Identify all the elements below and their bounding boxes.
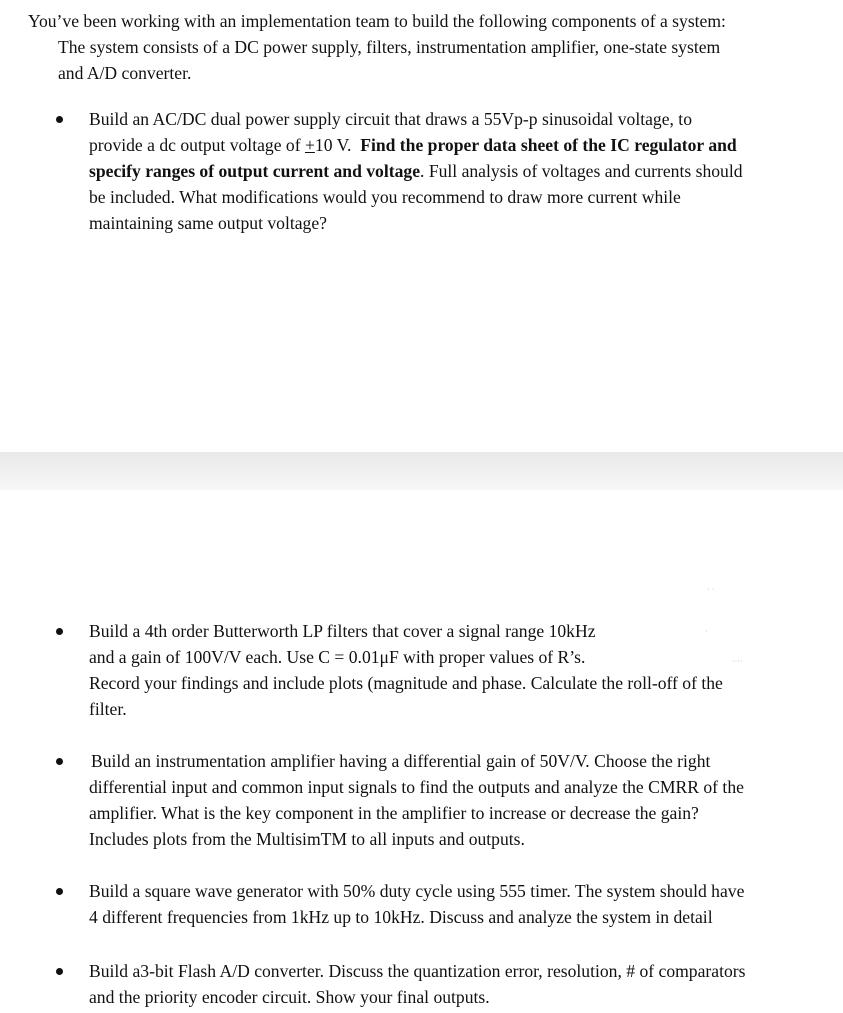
task-text — [89, 618, 831, 722]
task-text — [89, 878, 831, 930]
scan-speck: · · — [707, 585, 715, 594]
task-line: maintaining same output voltage? — [89, 213, 327, 233]
task-line: provide a dc output voltage of +10 V. Find the proper data sheet of the IC regulator and — [89, 135, 737, 155]
task-line: and the priority encoder circuit. Show your final outputs. — [89, 987, 490, 1007]
intro-line-3: and A/D converter. — [58, 63, 192, 83]
task-line: Record your findings and include plots (magnitude and phase. Calculate the roll-off of the — [89, 673, 723, 693]
task-line: differential input and common input signals to find the outputs and analyze the CMRR of the — [89, 777, 744, 797]
bullet-dot-icon — [56, 758, 63, 765]
task-line: Build a square wave generator with 50% duty cycle using 555 timer. The system should have — [89, 881, 745, 901]
task-line: Build an instrumentation amplifier having a differential gain of 50V/V. Choose the right — [91, 751, 711, 771]
task-line: Includes plots from the MultisimTM to all inputs and outputs. — [89, 829, 525, 849]
intro-paragraph — [28, 8, 828, 86]
task-text — [89, 958, 831, 1010]
task-text — [91, 748, 833, 852]
task-text — [89, 106, 831, 236]
task-line: Build a 4th order Butterworth LP filters that cover a signal range 10kHz — [89, 621, 596, 641]
task-line: and a gain of 100V/V each. Use C = 0.01μF with proper values of R’s. — [89, 647, 586, 667]
task-line: amplifier. What is the key component in the amplifier to increase or decrease the gain? — [89, 803, 699, 823]
page-separator-band — [0, 452, 843, 490]
task-line: Build an AC/DC dual power supply circuit that draws a 55Vp-p sinusoidal voltage, to — [89, 109, 692, 129]
task-line: be included. What modifications would you recommend to draw more current while — [89, 187, 681, 207]
scan-speck: · — [705, 627, 708, 636]
bullet-dot-icon — [56, 116, 63, 123]
scan-speck: ···· — [732, 657, 743, 666]
task-line: 4 different frequencies from 1kHz up to 10kHz. Discuss and analyze the system in detail — [89, 907, 713, 927]
bullet-dot-icon — [56, 888, 63, 895]
task-line: Build a3-bit Flash A/D converter. Discuss the quantization error, resolution, # of comparators — [89, 961, 746, 981]
task-line: specify ranges of output current and voltage. Full analysis of voltages and currents should — [89, 161, 743, 181]
intro-line-2: The system consists of a DC power supply, filters, instrumentation amplifier, one-state system — [58, 37, 721, 57]
task-line: filter. — [89, 699, 127, 719]
bullet-dot-icon — [56, 968, 63, 975]
bullet-dot-icon — [56, 628, 63, 635]
intro-line-1: You’ve been working with an implementation team to build the following components of a system: — [28, 11, 726, 31]
